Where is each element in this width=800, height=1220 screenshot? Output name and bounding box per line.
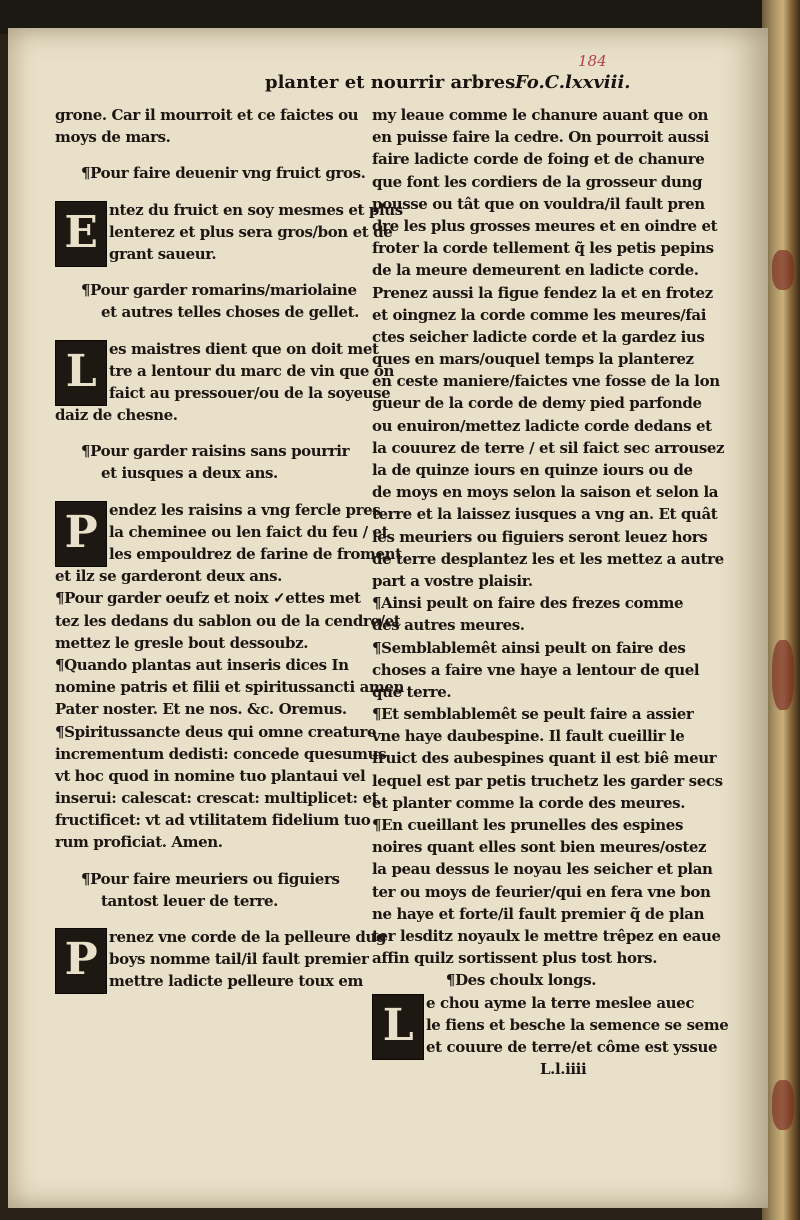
text-line: nomine patris et filii et spiritussancti amen bbox=[55, 678, 405, 697]
text-line: les meuriers ou figuiers seront leuez hors bbox=[372, 527, 708, 546]
text-line: la de quinze iours en quinze iours ou de bbox=[372, 461, 693, 479]
section-heading: ¶Des choulx longs. bbox=[445, 971, 597, 990]
text-line: renez vne corde de la pelleure dug bbox=[109, 928, 387, 946]
section-heading: ¶Pour garder raisins sans pourrir bbox=[81, 442, 350, 461]
text-line: endez les raisins a vng fercle pres bbox=[109, 500, 381, 519]
text-line: ¶En cueillant les prunelles des espines bbox=[372, 816, 683, 834]
text-line: Prenez aussi la figue fendez la et en frotez bbox=[372, 283, 713, 302]
text-line: rum proficiat. Amen. bbox=[55, 833, 223, 852]
section-heading: ¶Pour faire meuriers ou figuiers bbox=[81, 869, 340, 888]
text-line: et planter comme la corde des meures. bbox=[372, 793, 686, 812]
text-line: lequel est par petis truchetz les garder secs bbox=[372, 771, 723, 790]
running-title: planter et nourrir arbres. bbox=[265, 72, 522, 93]
text-line: ¶Quando plantas aut inseris dices In bbox=[55, 655, 349, 674]
paragraph bbox=[372, 992, 729, 1059]
text-line: la couurez de terre / et sil faict sec arrousez bbox=[372, 438, 725, 457]
text-line: ou enuiron/mettez ladicte corde dedans et bbox=[372, 416, 712, 435]
right-column bbox=[372, 104, 729, 1080]
handwritten-folio-number: 184 bbox=[578, 52, 607, 70]
text-line: les empouldrez de farine de froment bbox=[109, 545, 402, 563]
text-line: vne haye daubespine. Il fault cueillir le bbox=[372, 727, 685, 746]
text-line: ter ou moys de feurier/qui en fera vne bon bbox=[372, 882, 711, 901]
section-heading: et iusques a deux ans. bbox=[101, 464, 278, 483]
text-line: tre a lentour du marc de vin que on bbox=[109, 361, 394, 380]
text-line: moys de mars. bbox=[55, 128, 171, 147]
text-line: ntez du fruict en soy mesmes et plus bbox=[109, 200, 403, 219]
text-line: le fiens et besche la semence se seme bbox=[426, 1015, 729, 1034]
woodcut-initial: P bbox=[55, 501, 107, 567]
text-line: Pater noster. Et ne nos. &c. Oremus. bbox=[55, 700, 347, 719]
signature-mark: L.l.iiii bbox=[540, 1060, 587, 1079]
text-line: choses a faire vne haye a lentour de quel bbox=[372, 660, 700, 679]
text-line: que font les cordiers de la grosseur dung bbox=[372, 172, 703, 191]
text-line: en puisse faire la cedre. On pourroit aussi bbox=[372, 128, 709, 147]
text-line: la cheminee ou len faict du feu / et bbox=[109, 522, 389, 541]
running-header bbox=[265, 72, 655, 98]
text-line: ter lesditz noyaulx le mettre trêpez en eaue bbox=[372, 926, 721, 945]
marble-spot bbox=[772, 1080, 794, 1130]
text-line: faire ladicte corde de foing et de chanure bbox=[372, 150, 705, 169]
paragraph bbox=[55, 199, 403, 266]
text-line: et couure de terre/et côme est yssue bbox=[426, 1037, 718, 1056]
text-line: froter la corde tellement q̃ les petis pepins bbox=[372, 239, 714, 258]
woodcut-initial: E bbox=[55, 201, 107, 267]
text-line: my leaue comme le chanure auant que on bbox=[372, 106, 709, 124]
text-line: lenterez et plus sera gros/bon et de bbox=[109, 222, 393, 241]
paragraph bbox=[55, 338, 394, 427]
text-line: terre et la laissez iusques a vng an. Et quât bbox=[372, 505, 718, 524]
section-heading: ¶Pour faire deuenir vng fruict gros. bbox=[81, 164, 366, 183]
text-line: es maistres dient que on doit met bbox=[109, 339, 379, 358]
text-line: de terre desplantez les et les mettez a autre bbox=[372, 549, 724, 568]
text-line: mettez le gresle bout dessoubz. bbox=[55, 633, 309, 652]
text-line: ¶Ainsi peult on faire des frezes comme bbox=[372, 594, 684, 613]
text-line: inserui: calescat: crescat: multiplicet: et bbox=[55, 789, 379, 808]
text-line: en ceste maniere/faictes vne fosse de la lon bbox=[372, 372, 720, 391]
text-line: fruict des aubespines quant il est biê meur bbox=[372, 749, 717, 768]
text-line: ¶Semblablemêt ainsi peult on faire des bbox=[372, 638, 686, 657]
text-line: mettre ladicte pelleure toux em bbox=[109, 972, 363, 991]
text-line: et ilz se garderont deux ans. bbox=[55, 567, 282, 586]
text-line: grone. Car il mourroit et ce faictes ou bbox=[55, 106, 359, 124]
text-line: des autres meures. bbox=[372, 616, 525, 635]
text-line: faict au pressouer/ou de la soyeuse bbox=[109, 383, 391, 402]
text-line: incrementum dedisti: concede quesumus bbox=[55, 744, 387, 763]
text-line: et oingnez la corde comme les meures/fai bbox=[372, 305, 707, 324]
text-line: ¶Pour garder oeufz et noix ✓ettes met bbox=[55, 589, 361, 608]
text-line: gueur de la corde de demy pied parfonde bbox=[372, 394, 702, 413]
text-line: ne haye et forte/il fault premier q̃ de plan bbox=[372, 904, 705, 923]
text-line: grant saueur. bbox=[109, 244, 217, 263]
woodcut-initial: L bbox=[55, 340, 107, 406]
text-line: part a vostre plaisir. bbox=[372, 571, 533, 590]
text-line: de la meure demeurent en ladicte corde. bbox=[372, 261, 699, 280]
text-line: e chou ayme la terre meslee auec bbox=[426, 993, 695, 1012]
folio-number: Fo.C.lxxviii. bbox=[515, 72, 631, 93]
text-line: affin quilz sortissent plus tost hors. bbox=[372, 949, 658, 968]
woodcut-initial: P bbox=[55, 928, 107, 994]
text-line: ¶Spiritussancte deus qui omne creature bbox=[55, 722, 377, 741]
text-line: que terre. bbox=[372, 682, 452, 701]
text-line: ¶Et semblablemêt se peult faire a assier bbox=[372, 705, 694, 724]
marble-spot bbox=[772, 250, 794, 290]
text-line: de moys en moys selon la saison et selon la bbox=[372, 483, 719, 502]
text-line: dre les plus grosses meures et en oindre et bbox=[372, 216, 718, 235]
text-line: boys nomme tail/il fault premier bbox=[109, 950, 369, 969]
text-line: ques en mars/ouquel temps la planterez bbox=[372, 350, 694, 369]
text-line: ctes seicher ladicte corde et la gardez ius bbox=[372, 327, 705, 346]
text-line: vt hoc quod in nomine tuo plantaui vel bbox=[55, 766, 366, 785]
marble-spot bbox=[772, 640, 794, 710]
text-line: noires quant elles sont bien meures/ostez bbox=[372, 838, 707, 857]
text-line: la peau dessus le noyau les seicher et plan bbox=[372, 860, 713, 879]
woodcut-initial: L bbox=[372, 994, 424, 1060]
paragraph bbox=[55, 499, 402, 588]
section-heading: et autres telles choses de gellet. bbox=[101, 303, 359, 322]
text-line: pousse ou tât que on vouldra/il fault pren bbox=[372, 194, 705, 213]
text-line: tez les dedans du sablon ou de la cendre/et bbox=[55, 611, 401, 630]
section-heading: tantost leuer de terre. bbox=[101, 891, 278, 910]
section-heading: ¶Pour garder romarins/mariolaine bbox=[81, 281, 357, 300]
text-line: fructificet: vt ad vtilitatem fidelium tuo bbox=[55, 811, 371, 830]
text-line: daiz de chesne. bbox=[55, 406, 178, 425]
paragraph bbox=[55, 926, 387, 993]
left-column bbox=[55, 104, 405, 993]
